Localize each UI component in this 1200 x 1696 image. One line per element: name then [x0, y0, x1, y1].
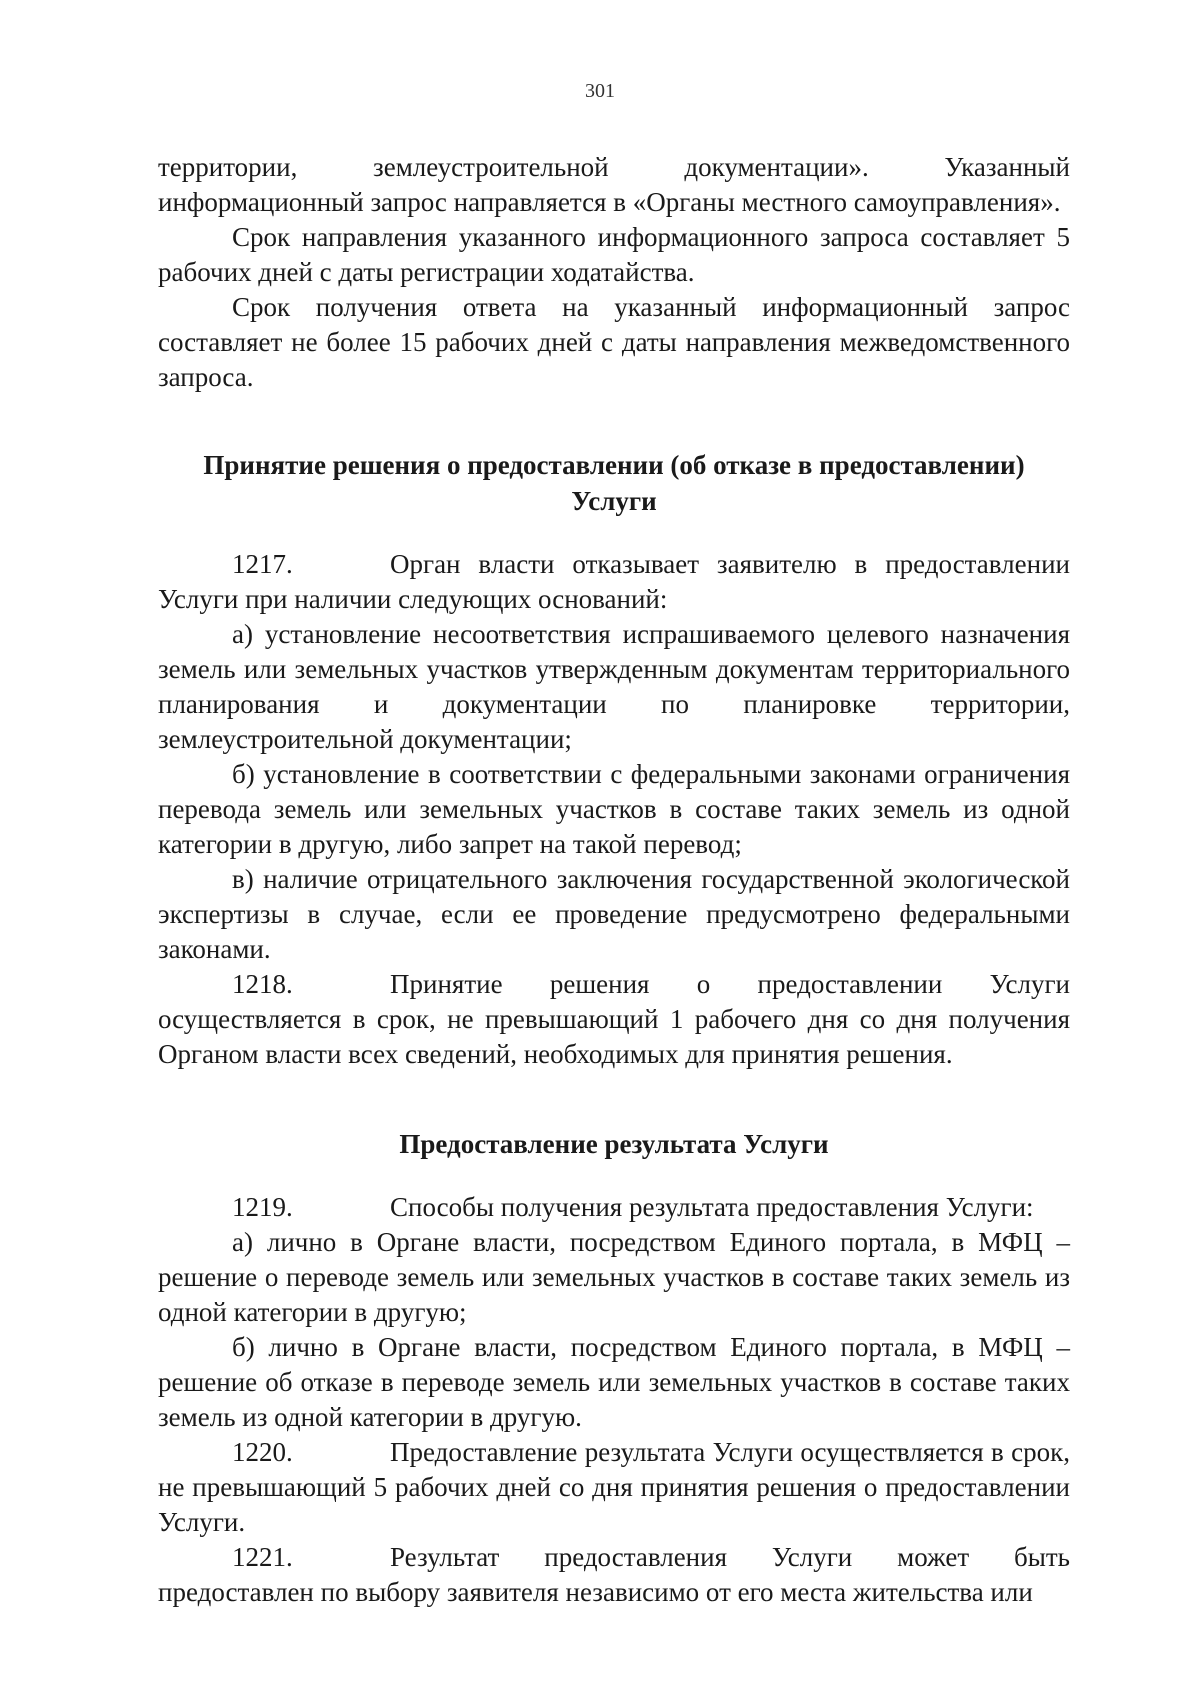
list-item-a: а) установление несоответствия испрашиваемого целевого назначения земель или земельных участков утвержденным документам территориального планирования и документации по планировке территории, землеустроительной документации; — [158, 619, 1070, 754]
section-heading-result: Предоставление результата Услуги — [399, 1129, 829, 1159]
clause-number: 1219. — [232, 1192, 293, 1222]
document-body — [158, 150, 1070, 1610]
clause-number: 1221. — [232, 1542, 293, 1572]
clause-1220 — [158, 1435, 1070, 1540]
clause-1219 — [158, 1190, 1070, 1225]
page-number: 301 — [585, 80, 615, 102]
clause-number: 1218. — [232, 969, 293, 999]
clause-1221 — [158, 1540, 1070, 1610]
list-item-b: б) лично в Органе власти, посредством Единого портала, в МФЦ – решение об отказе в переводе земель или земельных участков в составе таких земель из одной категории в другую. — [158, 1332, 1070, 1432]
section-heading-decision: Принятие решения о предоставлении (об отказе в предоставлении) Услуги — [203, 450, 1025, 516]
clause-text: Предоставление результата Услуги осуществляется в срок, не превышающий 5 рабочих дней со дня принятия решения о предоставлении Услуги. — [158, 1437, 1070, 1537]
clause-1218 — [158, 967, 1070, 1072]
clause-text: Результат предоставления Услуги может быть предоставлен по выбору заявителя независимо от его места жительства или — [158, 1542, 1070, 1607]
clause-1217 — [158, 547, 1070, 617]
list-item-b: б) установление в соответствии с федеральными законами ограничения перевода земель или земельных участков в составе таких земель из одной категории в другую, либо запрет на такой перевод; — [158, 759, 1070, 859]
list-item-a: а) лично в Органе власти, посредством Единого портала, в МФЦ – решение о переводе земель или земельных участков в составе таких земель из одной категории в другую; — [158, 1227, 1070, 1327]
clause-number: 1217. — [232, 549, 293, 579]
clause-text: Способы получения результата предоставления Услуги: — [390, 1192, 1034, 1222]
clause-text: Орган власти отказывает заявителю в предоставлении Услуги при наличии следующих оснований: — [158, 549, 1070, 614]
list-item-c: в) наличие отрицательного заключения государственной экологической экспертизы в случае, если ее проведение предусмотрено федеральными законами. — [158, 864, 1070, 964]
clause-text: Принятие решения о предоставлении Услуги осуществляется в срок, не превышающий 1 рабочего дня со дня получения Органом власти всех сведений, необходимых для принятия решения. — [158, 969, 1070, 1069]
clause-number: 1220. — [232, 1437, 293, 1467]
intro-paragraph-deadline-response: Срок получения ответа на указанный информационный запрос составляет не более 15 рабочих дней с даты направления межведомственного запроса. — [158, 292, 1070, 392]
intro-paragraph-deadline-send: Срок направления указанного информационного запроса составляет 5 рабочих дней с даты регистрации ходатайства. — [158, 222, 1070, 287]
intro-paragraph-continuation: территории, землеустроительной документации». Указанный информационный запрос направляется в «Органы местного самоуправления». — [158, 152, 1070, 217]
